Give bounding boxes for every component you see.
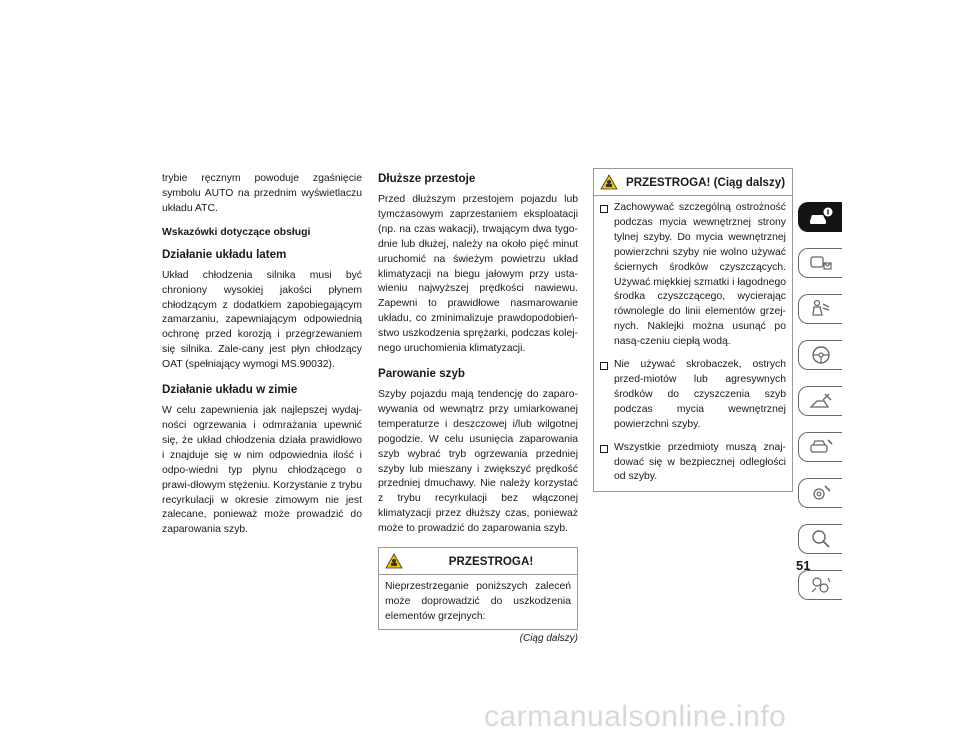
list-item: [600, 201, 786, 350]
tab-index[interactable]: [798, 524, 842, 554]
continued-label: (Ciąg dalszy): [519, 632, 578, 644]
warning-triangle-icon: [385, 553, 403, 569]
checkbox-bullet-icon: [600, 362, 608, 370]
downtime-paragraph: Przed dłuższym przestojem pojazdu lub tymczasowym zaprzestaniem eksploatacji (np. na czas wakacji), trwającym dwa tygo-dnie lub dłużej, należy na około pięć minut uruchomić na świeżym powietrzu układ klimatyzacji na biegu jałowym przy usta-wieniu najwyższej prędkości nawiewu. Zapewni to prawidłowe nasmarowanie układu, co zminimalizuje prawdopodobień-stwo uszkodzenia sprężarki, podczas kolej-nego uruchomienia klimatyzacji.: [378, 194, 578, 355]
warning-box: [378, 547, 578, 630]
tab-languages[interactable]: [798, 570, 842, 600]
warning-lights-icon: [808, 252, 834, 274]
subheading-usage-tips: Wskazówki dotyczące obsługi: [162, 226, 311, 238]
tab-warning-lights[interactable]: [798, 248, 842, 278]
heading-fogging: Parowanie szyb: [378, 366, 465, 380]
checkbox-bullet-icon: [600, 445, 608, 453]
warning-title-continued: PRZESTROGA! (Ciąg dalszy): [626, 175, 786, 189]
heading-downtime: Dłuższe przestoje: [378, 172, 476, 185]
bullet-text: Nie używać skrobaczek, ostrych przed-miotów lub agresywnych środków do czyszczenia szyb podczas mycia wewnętrznej powierzchni szyby.: [614, 359, 786, 430]
list-item: [600, 358, 786, 433]
chapter-tabs: [798, 202, 842, 616]
checkbox-bullet-icon: [600, 205, 608, 213]
summer-paragraph: Układ chłodzenia silnika musi być chroniony wysokiej jakości płynem chłodzącym z dodatkiem zapobiegającym zamarzaniu, zapewniającym odpowiednią ochronę przed korozją i przegrzewaniem się silnika. Zale-cany jest płyn chłodzący OAT (spełniający wymogi MS.90032).: [162, 269, 362, 371]
multilingual-icon: [808, 574, 834, 596]
warning-header-continued: [594, 169, 792, 196]
heading-summer: Działanie układu latem: [162, 247, 287, 261]
column-left: [162, 168, 362, 538]
road-crash-icon: [808, 390, 834, 412]
magnifier-icon: [808, 528, 834, 550]
warning-box-continued: [593, 168, 793, 492]
list-item: [600, 441, 786, 486]
column-right: [593, 168, 793, 492]
watermark: carmanualsonline.info: [484, 700, 787, 733]
warning-triangle-icon: [600, 174, 618, 190]
bullet-text: Wszystkie przedmioty muszą znaj-dować się w bezpiecznej odległości od szyby.: [614, 441, 786, 483]
warning-text: Nieprzestrzeganie poniższych zaleceń może doprowadzić do uszkodzenia elementów grzejnych:: [385, 581, 571, 622]
tab-emergency[interactable]: [798, 386, 842, 416]
heading-winter: Działanie układu w zimie: [162, 383, 298, 397]
steering-wheel-icon: [808, 344, 834, 366]
airbag-seat-icon: [808, 298, 834, 320]
warning-header: [379, 548, 577, 575]
tab-car-info[interactable]: [798, 202, 842, 232]
intro-paragraph: trybie ręcznym powoduje zgaśnięcie symbolu AUTO na przednim wyświetlaczu układu ATC.: [162, 173, 362, 214]
winter-paragraph: W celu zapewnienia jak najlepszej wydaj-ności ogrzewania i odmrażania upewnić się, że układ chłodzenia działa prawidłowo i znajduje się w nim odpowiednia ilość i odpo-wiedni typ płynu chłodzącego o prawi-dłowym stężeniu. Korzystanie z trybu recyrkulacji w okresie zimowym nie jest zalecane, ponieważ może prowadzić do zaparowania szyb.: [162, 405, 362, 536]
column-middle: [378, 168, 578, 644]
tab-technical[interactable]: [798, 478, 842, 508]
tab-driving[interactable]: [798, 340, 842, 370]
tab-service[interactable]: [798, 432, 842, 462]
car-info-icon: [808, 206, 834, 228]
warning-title: PRZESTROGA!: [448, 554, 534, 568]
fogging-paragraph: Szyby pojazdu mają tendencję do zaparo-wywania od wewnątrz przy umiarkowanej temperaturze i deszczowej i/lub wilgotnej pogodzie. W celu usunięcia zaparowania szyb wybrać tryb ogrzewania przedniej szyby lub mieszany i zwiększyć prędkość przedniej dmuchawy. Nie należy korzystać z trybu recyrkulacji bez włączonej klimatyzacji przez dłuższy czas, ponieważ może to prowadzić do zaparowania szyb.: [378, 388, 578, 535]
page-number: 51: [796, 558, 811, 573]
gear-wrench-icon: [808, 482, 834, 504]
car-service-icon: [808, 436, 834, 458]
tab-safety[interactable]: [798, 294, 842, 324]
bullet-text: Zachowywać szczególną ostrożność podczas mycia wewnętrznej strony tylnej szyby. Do mycia wewnętrznej powierzchni szyby nie wolno używać ściernych środków czyszczących. Używać miękkiej szmatki i łagodnego środka czyszczącego, wycierając równolegle do linii elementów grzej-nych. Naklejki można usunąć po nasą-czeniu ciepłą wodą.: [614, 202, 786, 348]
